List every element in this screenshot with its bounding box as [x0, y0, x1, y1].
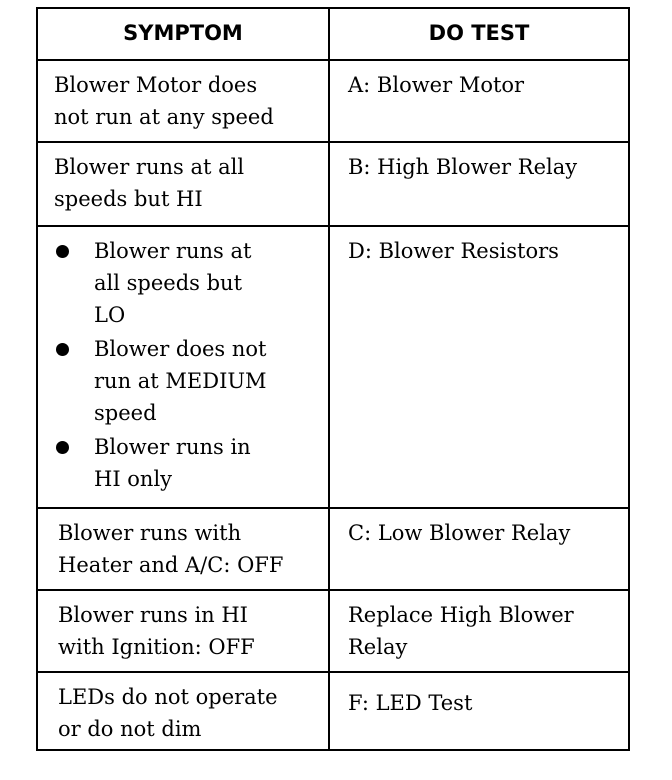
test-cell: [330, 673, 628, 749]
table-row: [38, 141, 628, 225]
symptom-text: Blower runs at all speeds but HI: [54, 155, 245, 211]
symptom-cell: [38, 143, 328, 225]
symptom-bullet-list: [38, 235, 328, 495]
symptom-text: Blower runs with Heater and A/C: OFF: [58, 521, 284, 577]
symptom-text: LEDs do not operate or do not dim: [58, 685, 278, 741]
header-do-test: DO TEST: [428, 21, 530, 45]
table-row: [38, 589, 628, 671]
test-cell: [330, 143, 628, 225]
test-text: F: LED Test: [348, 691, 473, 715]
table-row: [38, 507, 628, 589]
bullet-icon: [56, 441, 69, 454]
header-symptom: SYMPTOM: [123, 21, 243, 45]
symptom-cell: [38, 227, 328, 507]
test-cell: [330, 509, 628, 589]
list-item: [38, 333, 328, 429]
bullet-text: Blower runs at all speeds but LO: [94, 239, 252, 327]
symptom-test-table: [36, 7, 630, 751]
list-item: [38, 235, 328, 331]
test-cell: [330, 591, 628, 671]
test-text: A: Blower Motor: [348, 73, 525, 97]
table-row: [38, 59, 628, 141]
test-cell: [330, 227, 628, 507]
test-text: B: High Blower Relay: [348, 155, 578, 179]
symptom-cell: [38, 61, 328, 141]
symptom-cell: [38, 673, 328, 749]
bullet-text: Blower does not run at MEDIUM speed: [94, 337, 267, 425]
test-text: C: Low Blower Relay: [348, 521, 571, 545]
bullet-icon: [56, 245, 69, 258]
list-item: [38, 431, 328, 495]
symptom-text: Blower Motor does not run at any speed: [54, 73, 274, 129]
table-row: [38, 671, 628, 749]
bullet-text: Blower runs in HI only: [94, 435, 251, 491]
symptom-cell: [38, 591, 328, 671]
test-text: Replace High Blower Relay: [348, 603, 574, 659]
symptom-text: Blower runs in HI with Ignition: OFF: [58, 603, 255, 659]
symptom-cell: [38, 509, 328, 589]
test-cell: [330, 61, 628, 141]
header-row: [38, 9, 628, 59]
bullet-icon: [56, 343, 69, 356]
test-text: D: Blower Resistors: [348, 239, 559, 263]
table-row: [38, 225, 628, 507]
